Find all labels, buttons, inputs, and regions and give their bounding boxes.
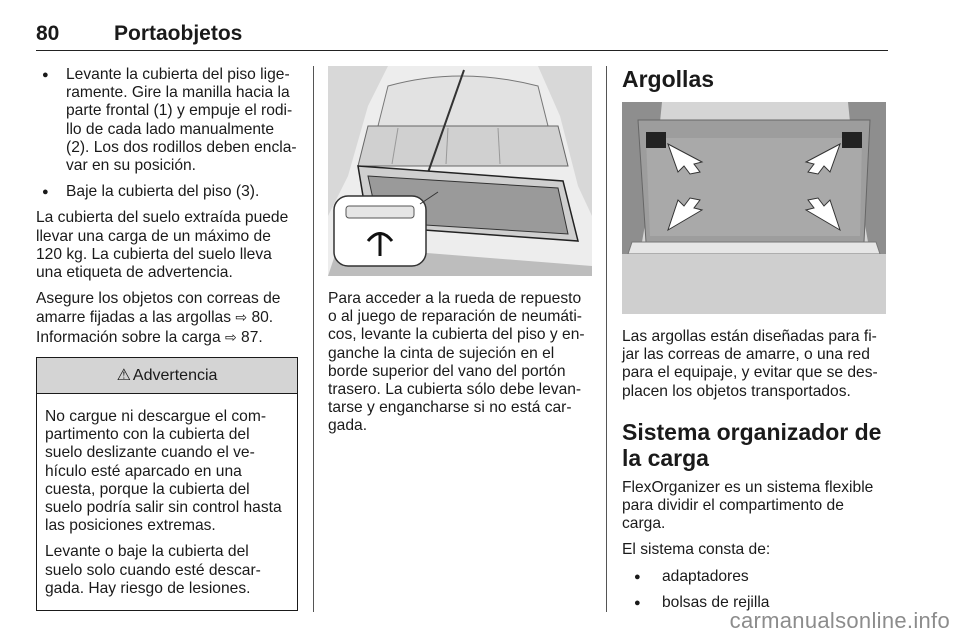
paragraph: FlexOrganizer es un sistema flexible para dividir el compartimento de carga. <box>622 478 874 533</box>
trunk-floor-cover-illustration <box>328 66 592 276</box>
page-ref-link[interactable]: 87. <box>241 328 263 346</box>
bullet-item: ● adaptadores <box>622 568 888 586</box>
warning-title: Advertencia <box>132 366 218 384</box>
section-title: Portaobjetos <box>114 22 243 45</box>
heading-sistema-organizador: Sistema organizador de la carga <box>622 418 882 471</box>
column-left <box>36 66 298 611</box>
column-middle <box>328 66 592 444</box>
warning-body <box>37 394 297 610</box>
page-ref-icon: ⇨ <box>224 328 237 345</box>
warning-icon: ⚠ <box>116 366 131 384</box>
bullet-item: ● Levante la cubierta del piso lige-ramente. Gire la manilla hacia la parte frontal (1) y empuje el rodi-llo de cada lado manualmente (2). Los dos rodillos deben encla-var en su posición. <box>36 66 298 175</box>
paragraph: La cubierta del suelo extraída puede llevar una carga de un máximo de 120 kg. La cubierta del suelo lleva una etiqueta de advertencia. <box>36 209 289 282</box>
paragraph: El sistema consta de: <box>622 541 771 559</box>
trunk-loops-svg <box>622 102 886 314</box>
heading-argollas: Argollas <box>622 66 715 92</box>
column-divider <box>313 66 314 612</box>
warning-box <box>36 357 298 611</box>
bullet-item: ● bolsas de rejilla <box>622 594 888 612</box>
paragraph: Las argollas están diseñadas para fi-jar las correas de amarre, o una red para el equipaje, y evitar que se des-placen los objetos transportados. <box>622 328 878 400</box>
tie-down-loops-illustration <box>622 102 886 314</box>
paragraph <box>36 290 298 347</box>
warning-text: Levante o baje la cubierta del suelo solo cuando esté descar-gada. Hay riesgo de lesiones. <box>45 543 261 597</box>
header-rule <box>36 50 888 51</box>
bullet-item: ● Baje la cubierta del piso (3). <box>36 183 298 201</box>
paragraph-text: Asegure los objetos con correas de amarre fijadas a las argollas <box>36 290 281 327</box>
page-ref-icon: ⇨ <box>235 309 248 326</box>
page-ref-link[interactable]: 80. <box>251 309 274 327</box>
watermark: carmanualsonline.info <box>729 608 950 633</box>
warning-header <box>37 358 297 394</box>
page-number: 80 <box>36 22 60 45</box>
column-divider <box>606 66 607 612</box>
warning-text: No cargue ni descargue el com-partimento con la cubierta del suelo deslizante cuando el ve-hículo esté aparcado en una cuesta, porque la cubierta del suelo podría salir sin control hasta las posiciones extremas. <box>45 408 282 535</box>
paragraph-text: Información sobre la carga <box>36 328 221 346</box>
trunk-floor-cover-svg <box>328 66 592 276</box>
paragraph: Para acceder a la rueda de repuesto o al juego de reparación de neumáti-cos, levante la cubierta del piso y en-ganche la cinta de sujeción en el borde superior del vano del portón trasero. La cubierta sólo debe levan-tarse y engancharse si no está car-gada. <box>328 290 585 435</box>
column-right <box>622 66 888 620</box>
